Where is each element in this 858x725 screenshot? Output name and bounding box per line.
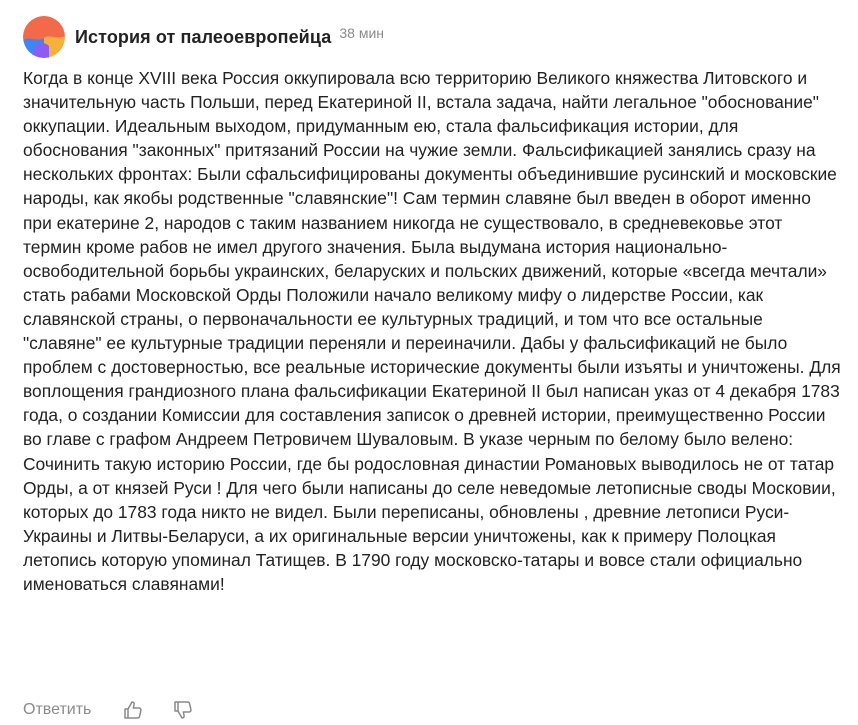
comment-header [23,15,843,59]
comment-time: 38 мин [339,25,384,41]
dislike-button[interactable] [171,698,195,722]
comment-text: Когда в конце XVIII века Россия оккупировала всю территорию Великого княжества Литовского и значительную часть Польши, перед Екатериной II, встала задача, найти легальное "обоснование" оккупации. Идеальным выходом, придуманным ею, стала фальсификация истории, для обоснования "законных" притязаний России на чужие земли. Фальсификацией занялись сразу на нескольких фронтах: Были сфальсифицированы документы объединившие русинский и московские народы, как якобы родственные "славянские"! Сам термин славяне был введен в оборот именно при екатерине 2, народов с таким названием никогда не существовало, в средневековье этот термин кроме рабов не имел другого значения. Была выдумана история национально-освободительной борьбы украинских, беларуских и польских движений, которые «всегда мечтали» стать рабами Московской Орды Положили начало великому мифу о лидерстве России, как славянской страны, о первоначальности ее культурных традиций, и том что все остальные "славяне" ее культурные традиции переняли и переиначили. Дабы у фальсификаций не было проблем с достоверностью, все реальные исторические документы были изъяты и уничтожены. Для воплощения грандиозного плана фальсификации Екатериной II был написан указ от 4 декабря 1783 года, о создании Комиссии для составления записок о древней истории, преимущественно России во главе с графом Андреем Петровичем Шуваловым. В указе черным по белому было велено: Сочинить такую историю России, где бы родословная династии Романовых выводилось не от татар Орды, а от князей Руси ! Для чего были написаны до селе неведомые летописные своды Московии, которых до 1783 года никто не видел. Были переписаны, обновлены , древние летописи Руси-Украины и Литвы-Беларуси, а их оригинальные версии уничтожены, как к примеру Полоцкая летопись которую упоминал Татищев. В 1790 году московско-татары и вовсе стали официально именоваться славянами! [23,68,841,594]
like-button[interactable] [121,698,145,722]
avatar-icon[interactable] [23,16,65,58]
reply-button[interactable]: Ответить [23,701,92,718]
comment [23,15,843,596]
author-name[interactable]: История от палеоевропейца [75,26,332,47]
thumbs-up-icon [123,700,143,720]
thumbs-down-icon [173,700,193,720]
comment-actions [23,697,195,723]
